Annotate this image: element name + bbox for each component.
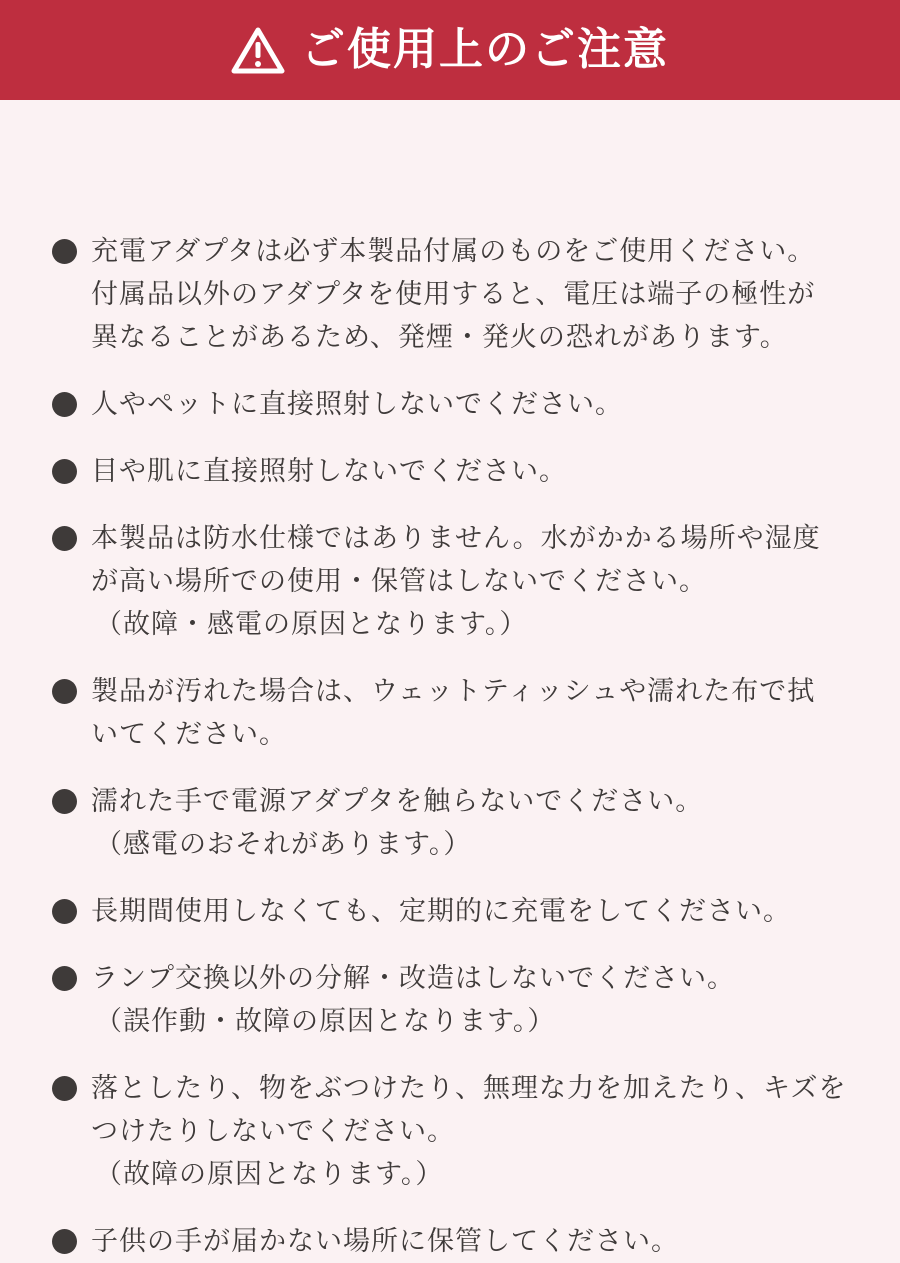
caution-list (0, 100, 900, 1263)
caution-text: いてください。 (91, 719, 287, 750)
bullet-icon (52, 239, 77, 264)
caution-item-6 (0, 780, 900, 866)
caution-text: 濡れた手で電源アダプタを触らないでください。 (91, 786, 704, 817)
caution-text: 長期間使用しなくても、定期的に充電をしてください。 (91, 896, 791, 927)
bullet-icon (52, 679, 77, 704)
caution-text: 目や肌に直接照射しないでください。 (91, 456, 567, 487)
caution-item-8 (0, 957, 900, 1043)
bullet-icon (52, 459, 77, 484)
caution-item-4 (0, 517, 900, 646)
caution-text: 落としたり、物をぶつけたり、無理な力を加えたり、キズを (91, 1073, 847, 1104)
caution-note: （感電のおそれがあります。） (95, 829, 472, 860)
bullet-icon (52, 526, 77, 551)
page-title: ご使用上のご注意 (301, 24, 669, 75)
caution-text: つけたりしないでください。 (91, 1116, 455, 1147)
warning-triangle-icon (231, 26, 285, 74)
caution-item-9 (0, 1067, 900, 1196)
bullet-icon (52, 1229, 77, 1254)
caution-note: （誤作動・故障の原因となります。） (95, 1006, 556, 1037)
caution-text: 異なることがあるため、発煙・発火の恐れがあります。 (91, 322, 788, 353)
bullet-icon (52, 966, 77, 991)
header-banner (0, 0, 900, 100)
bullet-icon (52, 899, 77, 924)
caution-item-10 (0, 1220, 900, 1263)
bullet-icon (52, 392, 77, 417)
caution-item-5 (0, 670, 900, 756)
caution-text: 子供の手が届かない場所に保管してください。 (91, 1226, 679, 1257)
caution-text: 製品が汚れた場合は、ウェットティッシュや濡れた布で拭 (91, 676, 816, 707)
caution-text: 人やペットに直接照射しないでください。 (91, 389, 623, 420)
caution-item-2 (0, 383, 900, 426)
bullet-icon (52, 1076, 77, 1101)
caution-item-7 (0, 890, 900, 933)
caution-item-3 (0, 450, 900, 493)
caution-item-1 (0, 230, 900, 359)
caution-text: ランプ交換以外の分解・改造はしないでください。 (91, 963, 735, 994)
caution-note: （故障の原因となります。） (95, 1159, 444, 1190)
bullet-icon (52, 789, 77, 814)
caution-text: 本製品は防水仕様ではありません。水がかかる場所や湿度 (91, 523, 821, 554)
caution-text: 充電アダプタは必ず本製品付属のものをご使用ください。 (91, 236, 816, 267)
caution-text: 付属品以外のアダプタを使用すると、電圧は端子の極性が (91, 279, 816, 310)
caution-note: （故障・感電の原因となります。） (95, 609, 528, 640)
caution-text: が高い場所での使用・保管はしないでください。 (91, 566, 707, 597)
